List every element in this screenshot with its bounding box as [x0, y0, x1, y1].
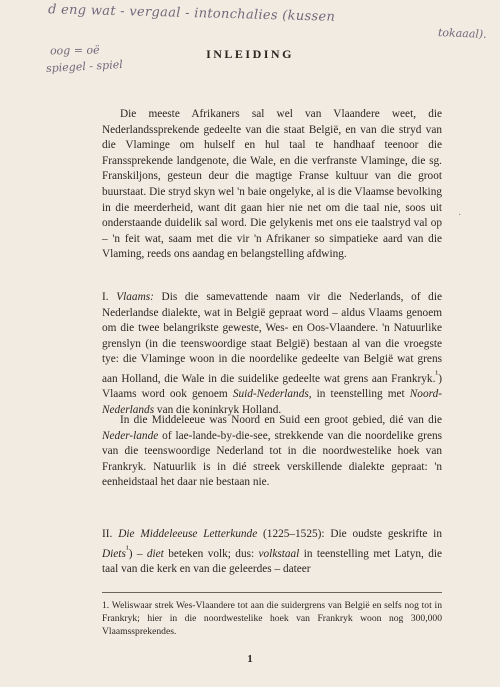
page-number: 1 — [247, 653, 253, 665]
term-neder-lande: Neder-lande — [102, 429, 159, 442]
handwritten-note-line-3: oog = oë — [49, 43, 100, 58]
section-number: I. — [102, 291, 117, 303]
page-title: INLEIDING — [206, 47, 294, 61]
section-heading-vlaams: Vlaams: — [116, 291, 154, 303]
margin-pencil-mark: · — [458, 210, 462, 221]
section-heading-letterkunde: Die Middeleeuse Letterkunde — [118, 528, 258, 540]
term-volkstaal: volkstaal — [258, 547, 300, 560]
footnote: 1. Weliswaar strek Wes-Vlaandere tot aan die suidergrens van België en selfs nog tot in Frankryk; hier in die noordwestelike hoek van Frankryk woon nog 300,000 Vlaamssprekendes. — [102, 600, 442, 637]
paragraph-vlaams — [102, 290, 442, 419]
text-run: beteken volk; dus: — [163, 547, 259, 560]
text-run: ) – — [128, 547, 147, 560]
handwritten-note-line-2: tokaaal). — [437, 26, 487, 41]
term-diet: diet — [146, 547, 164, 560]
text-run: van die koninkryk Holland. — [154, 403, 282, 416]
text-run: In die Middeleeue was Noord en Suid een groot gebied, dié van die — [120, 414, 442, 426]
handwritten-note-line-1: d eng wat - vergaal - intonchalies (kussen — [47, 2, 336, 25]
text-run: in teenstelling met Latyn, die taal van die kerk en van die geleerdes – dateer — [102, 547, 442, 575]
handwritten-note-line-4: spiegel - spiel — [45, 58, 124, 75]
paragraph-intro: Die meeste Afrikaners sal wel van Vlaandere weet, die Nederlandssprekende gedeelte van die staat België, en van die stryd van die Vlaminge om hulself en hul taal te handhaaf teenoor die Franssprekende landgenote, die Wale, en die verfranste Vlaminge, die sg. Franskiljons, gesteun deur die magtige Franse kultuur van die groot buurstaat. Die stryd skyn wel 'n baie ongelyke, al is die Vlaamse bevolking in die meerderheid, want dit gaan hier nie net om die taal nie, soos uit onderstaande duidelik sal word. Die gelykenis met ons eie taalstryd val op – 'n feit wat, saam met die vir 'n Afrikaner so simpatieke aard van die Vlaming, reeds ons aandag en belangstelling afdwing. — [102, 108, 442, 261]
footnote-reference: ¹ — [125, 544, 129, 555]
footnote-reference: ¹ — [435, 369, 439, 380]
term-noord-nederlands: Noord-Nederlands — [102, 388, 442, 416]
text-run: Dis die samevattende naam vir die Nederlands, of die Nederlandse dialekte, wat in België gepraat word – aldus Vlaams genoem om die twee belangrikste geweste, Wes- en Oos-Vlaandere. 'n Natuurlike grenslyn (in die teenswoordige staat België) bestaan al van die vroegste tye: die Vlaminge woon in die noordelike gedeelte van België wat grens aan Holland, die Wale in die suidelike gedeelte wat grens aan Frankryk. — [102, 291, 442, 385]
footnote-divider — [102, 592, 442, 593]
paragraph-middeleeue — [102, 413, 442, 491]
text-run: of lae-lande-by-die-see, strekkende van die noordelike grens van die teenswoordige Nederland tot in die noordwestelike hoek van Frankryk. Natuurlik is in dié streek verskillende dialekte gepraat: 'n eenheidstaal het daar nie bestaan nie. — [102, 429, 442, 489]
term-suid-nederlands: Suid-Nederlands, — [232, 388, 312, 401]
text-run: (1225–1525): Die oudste geskrifte in — [257, 528, 442, 540]
text-run: ) Vlaams word ook genoem — [102, 372, 442, 401]
text-run: in teenstelling met — [311, 388, 410, 401]
term-diets: Diets — [102, 547, 126, 560]
section-number: II. — [102, 528, 119, 540]
paragraph-letterkunde — [102, 527, 442, 578]
